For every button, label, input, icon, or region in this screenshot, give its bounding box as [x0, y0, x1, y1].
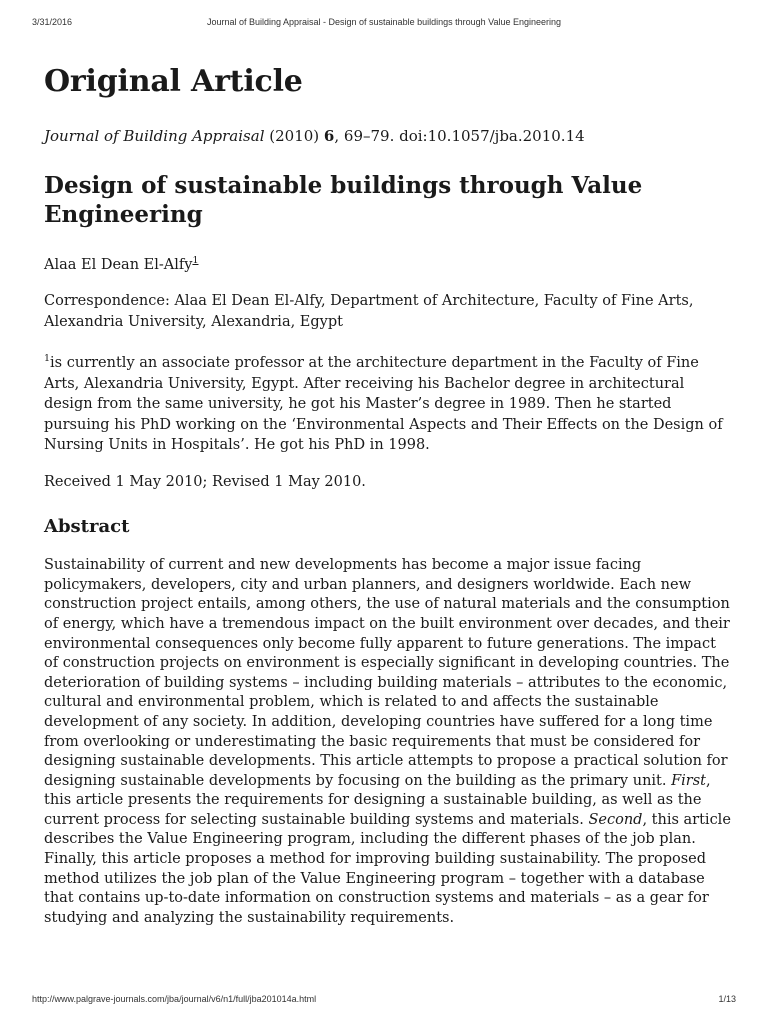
- footnote-marker: 1: [44, 353, 51, 365]
- print-date: 3/31/2016: [32, 17, 73, 27]
- journal-name[interactable]: Journal of Building Appraisal: [44, 127, 265, 145]
- abstract-part-1: Sustainability of current and new developments has become a major issue facing policymakers, developers, city and urban planners, and designers worldwide. Each new construction project entails, among others, the use of natural materials and the consumption of energy, which have a tremendous impact on the built environment over decades, and their environmental consequences only become fully apparent to future generations. The impact of construction projects on environment is especially significant in developing countries. The deterioration of building systems – including building materials – attributes to the economic, cultural and environmental problem, which is related to and affects the sustainable development of any society. In addition, developing countries have suffered for a long time from overlooking or underestimating the basic requirements that must be considered for designing sustainable developments. This article attempts to propose a practical solution for designing sustainable developments by focusing on the building as the primary unit.: [44, 557, 730, 789]
- citation-volume: 6: [323, 127, 335, 145]
- abstract-heading: Abstract: [44, 516, 130, 538]
- abstract-first: First: [671, 772, 707, 789]
- abstract-text: [44, 556, 734, 928]
- print-page-title: Journal of Building Appraisal - Design of sustainable buildings through Value Engineering: [206, 17, 562, 27]
- page-url: http://www.palgrave-journals.com/jba/journal/v6/n1/full/jba201014a.html: [32, 994, 317, 1004]
- citation: [44, 126, 734, 147]
- print-header: [0, 17, 768, 31]
- author-line: [44, 249, 734, 275]
- author-footnote: [44, 349, 734, 455]
- received-dates: Received 1 May 2010; Revised 1 May 2010.: [44, 473, 366, 490]
- author-footnote-link[interactable]: 1: [192, 255, 199, 266]
- citation-pages-doi: , 69–79. doi:10.1057/jba.2010.14: [334, 127, 585, 145]
- page-number: 1/13: [718, 994, 736, 1004]
- article-type-heading: Original Article: [44, 64, 303, 99]
- article-title: Design of sustainable buildings through Value Engineering: [44, 172, 643, 228]
- citation-year: (2010): [264, 127, 324, 145]
- footnote-text: is currently an associate professor at the architecture department in the Faculty of Fine Arts, Alexandria University, Egypt. After receiving his Bachelor degree in architectural design from the same university, he got his Master’s degree in 1989. Then he started pursuing his PhD working on the ‘Environmental Aspects and Their Effects on the Design of Nursing Units in Hospitals’. He got his PhD in 1998.: [44, 355, 723, 454]
- abstract-part-3: , this article describes the Value Engineering program, including the different phases of the job plan. Finally, this article proposes a method for improving building sustainability. The proposed method utilizes the job plan of the Value Engineering program – together with a database that contains up-to-date information on construction systems and materials – as a gear for studying and analyzing the sustainability requirements.: [44, 811, 731, 926]
- abstract-part-2: , this article presents the requirements for designing a sustainable building, as well as the current process for selecting sustainable building systems and materials.: [44, 772, 711, 828]
- article-content: [44, 60, 734, 928]
- print-footer: [0, 994, 768, 1008]
- correspondence: Correspondence: Alaa El Dean El-Alfy, Department of Architecture, Faculty of Fine Arts, Alexandria University, Alexandria, Egypt: [44, 293, 694, 330]
- abstract-second: Second: [588, 811, 643, 828]
- author-name: Alaa El Dean El-Alfy: [44, 256, 193, 273]
